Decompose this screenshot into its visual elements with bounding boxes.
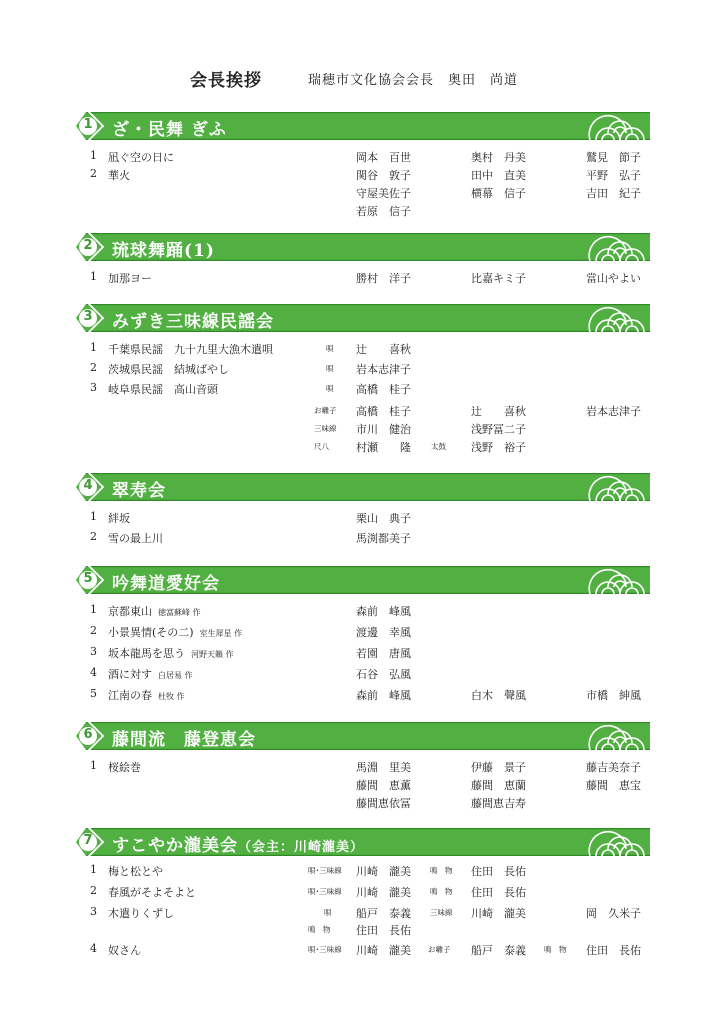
performer: 市橋 紳風 bbox=[586, 689, 641, 702]
section-number: 6 bbox=[83, 727, 93, 742]
performer: 吉田 紀子 bbox=[586, 187, 641, 200]
item-number: 2 bbox=[90, 884, 97, 897]
section-number: 2 bbox=[83, 238, 93, 253]
performer: 平野 弘子 bbox=[586, 169, 641, 182]
role-label: 尺八 bbox=[314, 442, 329, 451]
role-label: 太鼓 bbox=[431, 442, 446, 451]
greeting-byline: 瑞穂市文化協会会長 奥田 尚道 bbox=[308, 73, 519, 88]
performer: 馬渕都美子 bbox=[356, 532, 411, 545]
item-note: 室生犀星 作 bbox=[199, 629, 243, 638]
performer: 村瀬 隆 bbox=[356, 441, 411, 454]
performer: 若園 唐風 bbox=[356, 647, 411, 660]
performer: 船戸 泰義 bbox=[471, 944, 526, 957]
section-number: 4 bbox=[83, 478, 93, 493]
item-title: 奴さん bbox=[108, 944, 141, 957]
performer: 住田 長佑 bbox=[586, 944, 641, 957]
role-label: 唄 bbox=[324, 908, 332, 917]
program-row bbox=[76, 603, 650, 621]
item-number: 3 bbox=[90, 381, 97, 394]
role-label: 鳴 物 bbox=[430, 866, 453, 875]
section-title-wrap bbox=[112, 831, 364, 856]
section-title: 琉球舞踊(1) bbox=[112, 241, 215, 261]
section-1 bbox=[76, 111, 650, 218]
item-title-wrap bbox=[108, 624, 242, 640]
performer-row bbox=[76, 777, 650, 795]
performer-row bbox=[76, 795, 650, 813]
item-title: 酒に対す bbox=[108, 668, 152, 681]
item-title: 加那ヨー bbox=[108, 272, 152, 285]
section-number: 1 bbox=[83, 117, 93, 132]
page-header bbox=[0, 66, 724, 90]
item-number: 2 bbox=[90, 530, 97, 543]
performer: 馬淵 里美 bbox=[356, 761, 411, 774]
program-row bbox=[76, 381, 650, 399]
item-note: 白居易 作 bbox=[158, 671, 193, 680]
accompaniment-row bbox=[76, 403, 650, 421]
program-row bbox=[76, 666, 650, 684]
item-number: 1 bbox=[90, 603, 97, 616]
section-7 bbox=[76, 827, 650, 957]
section-banner bbox=[76, 303, 650, 333]
item-number: 2 bbox=[90, 167, 97, 180]
performer: 田中 直美 bbox=[471, 169, 526, 182]
role-label: 三味線 bbox=[430, 908, 453, 917]
program-row bbox=[76, 510, 650, 528]
section-title: すこやか瀧美会 bbox=[112, 836, 238, 856]
performer: 岡本 百世 bbox=[356, 151, 411, 164]
program-row bbox=[76, 905, 650, 923]
performer: 高橋 桂子 bbox=[356, 383, 411, 396]
item-number: 1 bbox=[90, 510, 97, 523]
role-label: 唄･三味線 bbox=[308, 945, 342, 954]
role-label: 鳴 物 bbox=[544, 945, 567, 954]
performer: 川崎 瀧美 bbox=[356, 886, 411, 899]
item-title-wrap bbox=[108, 687, 185, 703]
section-title: ざ・民舞 ぎふ bbox=[112, 120, 227, 140]
role-label: お囃子 bbox=[314, 406, 337, 415]
item-title-wrap bbox=[108, 666, 193, 682]
performer: 藤吉美奈子 bbox=[586, 761, 641, 774]
role-label: お囃子 bbox=[428, 945, 451, 954]
performer: 森前 峰風 bbox=[356, 605, 411, 618]
performer: 横幕 信子 bbox=[471, 187, 526, 200]
greeting-title: 会長挨拶 bbox=[190, 71, 262, 91]
performer: 勝村 洋子 bbox=[356, 272, 411, 285]
section-title: 藤間流 藤登恵会 bbox=[112, 730, 256, 750]
role-label: 唄 bbox=[326, 344, 334, 353]
program-row bbox=[76, 530, 650, 548]
section-number: 5 bbox=[83, 571, 93, 586]
performer: 浅野 裕子 bbox=[471, 441, 526, 454]
item-number: 5 bbox=[90, 687, 97, 700]
item-title: 京都東山 bbox=[108, 605, 152, 618]
section-banner bbox=[76, 111, 650, 141]
performer: 辻 喜秋 bbox=[356, 343, 411, 356]
program-row bbox=[76, 759, 650, 777]
program-row bbox=[76, 624, 650, 642]
section-banner bbox=[76, 721, 650, 751]
performer: 住田 長佑 bbox=[356, 924, 411, 937]
performer: 石谷 弘風 bbox=[356, 668, 411, 681]
item-title: 華火 bbox=[108, 169, 130, 182]
performer: 藤間 恵薫 bbox=[356, 779, 411, 792]
performer: 岩本志津子 bbox=[586, 405, 641, 418]
item-title: 木遣りくずし bbox=[108, 907, 174, 920]
role-label: 鳴 物 bbox=[308, 925, 331, 934]
performer: 藤間恵吉寿 bbox=[471, 797, 526, 810]
role-label: 唄 bbox=[326, 384, 334, 393]
item-number: 1 bbox=[90, 759, 97, 772]
performer: 川崎 瀧美 bbox=[471, 907, 526, 920]
performer: 藤間 恵蘭 bbox=[471, 779, 526, 792]
performer: 住田 長佑 bbox=[471, 865, 526, 878]
performer: 辻 喜秋 bbox=[471, 405, 526, 418]
section-banner bbox=[76, 565, 650, 595]
section-4 bbox=[76, 472, 650, 545]
item-title: 江南の春 bbox=[108, 689, 152, 702]
item-number: 2 bbox=[90, 624, 97, 637]
item-title: 岐阜県民謡 高山音頭 bbox=[108, 383, 218, 396]
program-row bbox=[76, 645, 650, 663]
item-number: 1 bbox=[90, 149, 97, 162]
role-label: 三味線 bbox=[314, 424, 337, 433]
program-row bbox=[76, 167, 650, 185]
performer: 伊藤 景子 bbox=[471, 761, 526, 774]
program-row bbox=[76, 687, 650, 705]
item-title: 凪ぐ空の日に bbox=[108, 151, 174, 164]
item-number: 1 bbox=[90, 270, 97, 283]
performer: 森前 峰風 bbox=[356, 689, 411, 702]
performer: 岩本志津子 bbox=[356, 363, 411, 376]
performer: 守屋美佐子 bbox=[356, 187, 411, 200]
accompaniment-row bbox=[76, 439, 650, 457]
item-title-wrap bbox=[108, 603, 201, 619]
section-6 bbox=[76, 721, 650, 810]
item-number: 3 bbox=[90, 645, 97, 658]
performer: 川崎 瀧美 bbox=[356, 944, 411, 957]
performer: 比嘉キミ子 bbox=[471, 272, 526, 285]
section-banner bbox=[76, 232, 650, 262]
section-title: 翠寿会 bbox=[112, 481, 166, 501]
section-banner bbox=[76, 827, 650, 857]
program-row bbox=[76, 270, 650, 288]
item-title-wrap bbox=[108, 645, 234, 661]
program-row bbox=[76, 942, 650, 960]
item-title: 春風がそよそよと bbox=[108, 886, 196, 899]
program-row bbox=[76, 361, 650, 379]
section-banner bbox=[76, 472, 650, 502]
item-number: 1 bbox=[90, 341, 97, 354]
performer: 浅野冨二子 bbox=[471, 423, 526, 436]
performer-row bbox=[76, 185, 650, 203]
item-title: 桜絵巻 bbox=[108, 761, 141, 774]
item-title: 千葉県民謡 九十九里大漁木遣唄 bbox=[108, 343, 273, 356]
performer: 鷲見 節子 bbox=[586, 151, 641, 164]
performer-row bbox=[76, 203, 650, 221]
item-title: 茨城県民謡 結城ばやし bbox=[108, 363, 229, 376]
performer: 藤間恵依冨 bbox=[356, 797, 411, 810]
section-5 bbox=[76, 565, 650, 702]
performer: 川崎 瀧美 bbox=[356, 865, 411, 878]
role-label: 唄 bbox=[326, 364, 334, 373]
role-label: 唄･三味線 bbox=[308, 866, 342, 875]
performer: 船戸 泰義 bbox=[356, 907, 411, 920]
section-number: 3 bbox=[83, 309, 93, 324]
performer: 當山やよい bbox=[586, 272, 641, 285]
item-number: 4 bbox=[90, 942, 97, 955]
section-title: 吟舞道愛好会 bbox=[112, 574, 220, 594]
item-note: 河野天籟 作 bbox=[191, 650, 234, 659]
section-number: 7 bbox=[83, 833, 93, 848]
section-2 bbox=[76, 232, 650, 285]
accompaniment-row bbox=[76, 421, 650, 439]
item-title: 坂本龍馬を思う bbox=[108, 647, 185, 660]
performer: 住田 長佑 bbox=[471, 886, 526, 899]
item-note: 杜牧 作 bbox=[158, 692, 185, 701]
section-subtitle: （会主：川崎瀧美） bbox=[238, 840, 365, 855]
item-title: 梅と松とや bbox=[108, 865, 163, 878]
performer: 白木 聲風 bbox=[471, 689, 526, 702]
role-label: 唄･三味線 bbox=[308, 887, 342, 896]
performer: 渡邊 幸風 bbox=[356, 626, 411, 639]
program-row bbox=[76, 341, 650, 359]
performer: 藤間 恵宝 bbox=[586, 779, 641, 792]
performer: 高橋 桂子 bbox=[356, 405, 411, 418]
accompaniment-row bbox=[76, 922, 650, 940]
performer: 奥村 丹美 bbox=[471, 151, 526, 164]
item-title: 絆坂 bbox=[108, 512, 130, 525]
program-row bbox=[76, 863, 650, 881]
program-row bbox=[76, 884, 650, 902]
performer: 関谷 敦子 bbox=[356, 169, 411, 182]
item-title: 雪の最上川 bbox=[108, 532, 163, 545]
role-label: 鳴 物 bbox=[430, 887, 453, 896]
performer: 栗山 典子 bbox=[356, 512, 411, 525]
item-note: 徳富蘇峰 作 bbox=[158, 608, 201, 617]
item-number: 4 bbox=[90, 666, 97, 679]
performer: 市川 健治 bbox=[356, 423, 411, 436]
item-number: 3 bbox=[90, 905, 97, 918]
section-title: みずき三味線民謡会 bbox=[112, 312, 274, 332]
performer: 岡 久米子 bbox=[586, 907, 641, 920]
item-title: 小景異情(その二) bbox=[108, 626, 194, 639]
performer: 若原 信子 bbox=[356, 205, 411, 218]
item-number: 2 bbox=[90, 361, 97, 374]
section-3 bbox=[76, 303, 650, 454]
item-number: 1 bbox=[90, 863, 97, 876]
program-row bbox=[76, 149, 650, 167]
